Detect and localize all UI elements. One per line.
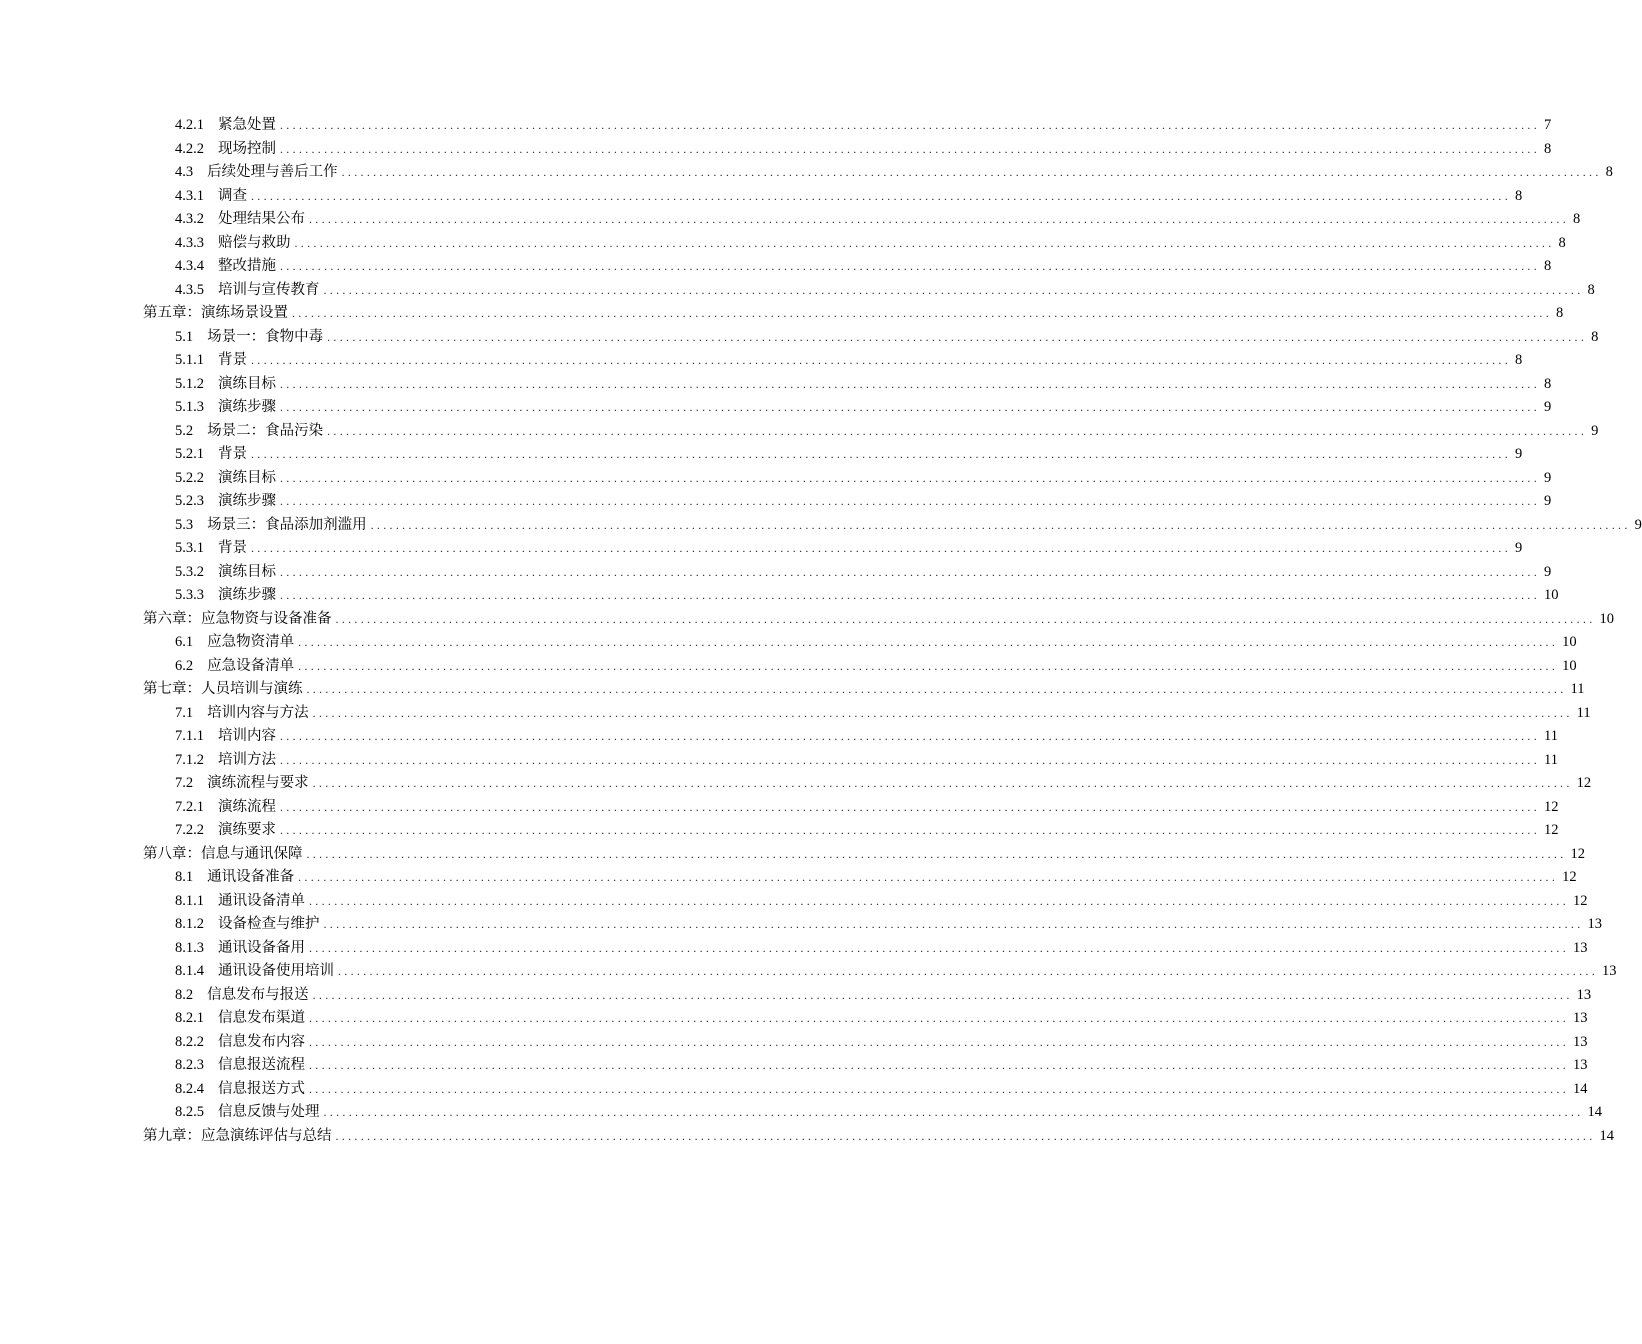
toc-dot-leader: ........................................................................................................................................................................................................ xyxy=(251,447,1511,461)
toc-page-number: 8 xyxy=(1587,281,1595,298)
toc-entry[interactable] xyxy=(0,302,1564,326)
toc-entry-title: 信息发布内容 xyxy=(218,1033,305,1050)
toc-page-number: 13 xyxy=(1573,1033,1588,1050)
toc-entry-title: 后续处理与善后工作 xyxy=(207,164,338,180)
toc-page-number: 9 xyxy=(1544,493,1552,509)
toc-entry-number: 7.2.2 xyxy=(175,822,204,838)
toc-entry[interactable] xyxy=(0,678,1585,702)
toc-entry-title: 第八章：信息与通讯保障 xyxy=(143,845,303,862)
toc-dot-leader: ........................................................................................................................................................................................................ xyxy=(251,188,1511,203)
toc-page-number: 8 xyxy=(1573,211,1581,227)
table-of-contents xyxy=(0,114,1642,1148)
toc-dot-leader: ........................................................................................................................................................................................................ xyxy=(251,353,1511,367)
toc-entry[interactable] xyxy=(0,467,1552,491)
toc-entry-number: 5.3.2 xyxy=(175,563,204,580)
toc-dot-leader: ........................................................................................................................................................................................................ xyxy=(280,729,1540,743)
toc-entry-number: 4.3 xyxy=(175,164,194,180)
toc-page-number: 12 xyxy=(1544,798,1559,815)
toc-dot-leader: ........................................................................................................................................................................................................ xyxy=(294,235,1555,250)
toc-entry[interactable] xyxy=(0,396,1552,420)
toc-entry[interactable] xyxy=(0,796,1559,820)
toc-page-number: 9 xyxy=(1591,422,1599,439)
toc-page-number: 11 xyxy=(1544,728,1558,744)
toc-entry[interactable] xyxy=(0,420,1599,444)
toc-page-number: 13 xyxy=(1602,963,1617,979)
toc-dot-leader: ........................................................................................................................................................................................................ xyxy=(309,893,1569,908)
toc-page-number: 14 xyxy=(1599,1127,1614,1144)
toc-page-number: 14 xyxy=(1573,1080,1588,1097)
toc-dot-leader: ........................................................................................................................................................................................................ xyxy=(251,541,1511,555)
toc-entry-number: 8.1.3 xyxy=(175,939,204,956)
toc-entry-number: 7.1 xyxy=(175,704,194,721)
toc-entry[interactable] xyxy=(0,138,1552,162)
toc-entry-number: 4.3.4 xyxy=(175,258,204,274)
toc-entry[interactable] xyxy=(0,960,1617,984)
toc-entry-title: 信息发布渠道 xyxy=(218,1010,305,1026)
toc-page-number: 10 xyxy=(1562,634,1577,650)
toc-page-number: 13 xyxy=(1576,986,1592,1003)
toc-dot-leader: ........................................................................................................................................................................................................ xyxy=(280,494,1540,508)
toc-entry[interactable] xyxy=(0,1078,1588,1102)
toc-entry-number: 4.3.3 xyxy=(175,234,204,251)
toc-dot-leader: ........................................................................................................................................................................................................ xyxy=(306,682,1567,696)
toc-page-number: 13 xyxy=(1573,1010,1588,1026)
toc-entry-number: 5.2.3 xyxy=(175,493,204,509)
toc-entry-number: 7.2.1 xyxy=(175,798,204,815)
toc-page-number: 8 xyxy=(1558,234,1566,251)
toc-page-number: 8 xyxy=(1515,187,1523,204)
toc-entry-title: 处理结果公布 xyxy=(218,211,305,227)
toc-entry-number: 4.3.5 xyxy=(175,281,204,298)
toc-entry-title: 调查 xyxy=(218,187,247,204)
toc-entry-title: 演练目标 xyxy=(218,375,276,392)
toc-entry-title: 背景 xyxy=(218,352,247,368)
toc-entry-title: 场景三：食品添加剂滥用 xyxy=(207,516,367,533)
toc-entry-number: 5.1.2 xyxy=(175,375,204,392)
toc-entry-title: 信息反馈与处理 xyxy=(218,1104,320,1120)
toc-entry-number: 8.1.4 xyxy=(175,963,204,979)
toc-entry-number: 5.3.3 xyxy=(175,587,204,603)
toc-entry-title: 培训内容与方法 xyxy=(207,704,309,721)
toc-entry-title: 通讯设备备用 xyxy=(218,939,305,956)
toc-entry-number: 7.1.1 xyxy=(175,728,204,744)
toc-entry[interactable] xyxy=(0,608,1614,632)
toc-page-number: 9 xyxy=(1544,563,1552,580)
toc-entry[interactable] xyxy=(0,1007,1588,1031)
toc-entry[interactable] xyxy=(0,114,1552,138)
toc-dot-leader: ........................................................................................................................................................................................................ xyxy=(312,776,1573,790)
toc-entry[interactable] xyxy=(0,819,1559,843)
toc-entry[interactable] xyxy=(0,1101,1602,1125)
toc-entry-number: 5.3 xyxy=(175,516,194,533)
toc-entry-title: 演练步骤 xyxy=(218,587,276,603)
toc-entry-title: 应急物资清单 xyxy=(207,634,295,650)
toc-entry-title: 赔偿与救助 xyxy=(218,234,291,251)
toc-page-number: 9 xyxy=(1544,399,1552,415)
toc-entry-title: 信息发布与报送 xyxy=(207,986,309,1003)
toc-page-number: 12 xyxy=(1544,822,1559,838)
toc-entry-title: 现场控制 xyxy=(218,140,276,157)
toc-page-number: 12 xyxy=(1576,775,1592,791)
toc-entry-title: 背景 xyxy=(218,540,247,556)
toc-entry[interactable] xyxy=(0,725,1558,749)
toc-entry[interactable] xyxy=(0,326,1599,350)
toc-dot-leader: ........................................................................................................................................................................................................ xyxy=(338,964,1598,978)
toc-entry-title: 信息报送流程 xyxy=(218,1057,305,1073)
toc-entry-number: 5.1 xyxy=(175,328,194,345)
toc-page-number: 8 xyxy=(1605,164,1613,180)
toc-entry[interactable] xyxy=(0,208,1581,232)
toc-entry[interactable] xyxy=(0,772,1592,796)
toc-entry-number: 8.2.1 xyxy=(175,1010,204,1026)
toc-entry[interactable] xyxy=(0,232,1566,256)
toc-dot-leader: ........................................................................................................................................................................................................ xyxy=(280,141,1540,156)
toc-page-number: 8 xyxy=(1591,328,1599,345)
toc-page-number: 8 xyxy=(1544,375,1552,392)
toc-entry-number: 4.3.1 xyxy=(175,187,204,204)
toc-entry[interactable] xyxy=(0,490,1552,514)
toc-entry-title: 演练目标 xyxy=(218,469,276,486)
toc-page-number: 13 xyxy=(1573,1057,1588,1073)
toc-dot-leader: ........................................................................................................................................................................................................ xyxy=(309,1011,1569,1025)
toc-entry[interactable] xyxy=(0,631,1577,655)
toc-entry-number: 8.2 xyxy=(175,986,194,1003)
toc-page-number: 8 xyxy=(1544,258,1552,274)
toc-entry-title: 演练流程 xyxy=(218,798,276,815)
toc-entry[interactable] xyxy=(0,373,1552,397)
toc-entry-title: 场景一：食物中毒 xyxy=(207,328,324,345)
toc-page-number: 8 xyxy=(1515,352,1523,368)
toc-entry[interactable] xyxy=(0,279,1595,303)
toc-entry[interactable] xyxy=(0,561,1552,585)
toc-entry-number: 8.1.2 xyxy=(175,916,204,932)
toc-dot-leader: ........................................................................................................................................................................................................ xyxy=(370,517,1631,532)
toc-entry[interactable] xyxy=(0,655,1577,679)
toc-entry-number: 5.3.1 xyxy=(175,540,204,556)
toc-dot-leader: ........................................................................................................................................................................................................ xyxy=(327,423,1588,438)
toc-dot-leader: ........................................................................................................................................................................................................ xyxy=(312,987,1573,1002)
toc-entry-number: 8.2.5 xyxy=(175,1104,204,1120)
toc-page-number: 11 xyxy=(1544,751,1558,768)
toc-entry[interactable] xyxy=(0,866,1577,890)
toc-entry-title: 演练目标 xyxy=(218,563,276,580)
toc-entry-title: 第七章：人员培训与演练 xyxy=(143,681,303,697)
toc-dot-leader: ........................................................................................................................................................................................................ xyxy=(280,823,1540,837)
toc-entry-title: 第五章：演练场景设置 xyxy=(143,305,288,321)
toc-entry-title: 演练流程与要求 xyxy=(207,775,309,791)
toc-entry-title: 演练步骤 xyxy=(218,493,276,509)
toc-dot-leader: ........................................................................................................................................................................................................ xyxy=(341,165,1602,179)
toc-page-number: 11 xyxy=(1570,681,1585,697)
toc-dot-leader: ........................................................................................................................................................................................................ xyxy=(280,259,1540,273)
toc-dot-leader: ........................................................................................................................................................................................................ xyxy=(280,400,1540,414)
toc-page-number: 9 xyxy=(1544,469,1552,486)
toc-entry-title: 背景 xyxy=(218,446,247,462)
toc-entry-number: 5.2 xyxy=(175,422,194,439)
toc-dot-leader: ........................................................................................................................................................................................................ xyxy=(309,1034,1569,1049)
toc-dot-leader: ........................................................................................................................................................................................................ xyxy=(280,376,1540,391)
toc-entry[interactable] xyxy=(0,1054,1588,1078)
toc-entry-title: 整改措施 xyxy=(218,258,276,274)
toc-entry-number: 5.2.1 xyxy=(175,446,204,462)
toc-entry[interactable] xyxy=(0,349,1523,373)
toc-dot-leader: ........................................................................................................................................................................................................ xyxy=(298,870,1559,884)
toc-page-number: 12 xyxy=(1570,845,1585,862)
toc-dot-leader: ........................................................................................................................................................................................................ xyxy=(280,588,1540,602)
toc-entry-title: 通讯设备准备 xyxy=(207,869,295,885)
toc-entry[interactable] xyxy=(0,913,1602,937)
toc-page-number: 11 xyxy=(1576,704,1591,721)
toc-entry-number: 6.1 xyxy=(175,634,194,650)
toc-dot-leader: ........................................................................................................................................................................................................ xyxy=(335,611,1596,626)
toc-page-number: 9 xyxy=(1515,540,1523,556)
toc-entry-number: 8.1.1 xyxy=(175,892,204,909)
toc-entry-title: 第九章：应急演练评估与总结 xyxy=(143,1127,332,1144)
toc-entry[interactable] xyxy=(0,514,1642,538)
toc-dot-leader: ........................................................................................................................................................................................................ xyxy=(280,564,1540,579)
toc-entry-title: 培训与宣传教育 xyxy=(218,281,320,298)
toc-entry-title: 通讯设备清单 xyxy=(218,892,305,909)
toc-entry-number: 4.3.2 xyxy=(175,211,204,227)
toc-dot-leader: ........................................................................................................................................................................................................ xyxy=(327,329,1588,344)
toc-dot-leader: ........................................................................................................................................................................................................ xyxy=(280,118,1540,132)
toc-entry-number: 8.1 xyxy=(175,869,194,885)
toc-entry-number: 4.2.1 xyxy=(175,117,204,133)
toc-dot-leader: ........................................................................................................................................................................................................ xyxy=(323,282,1584,297)
toc-entry[interactable] xyxy=(0,890,1588,914)
toc-entry-title: 通讯设备使用培训 xyxy=(218,963,334,979)
toc-dot-leader: ........................................................................................................................................................................................................ xyxy=(323,1105,1584,1119)
toc-entry[interactable] xyxy=(0,161,1613,185)
toc-page-number: 9 xyxy=(1634,516,1642,533)
toc-page-number: 14 xyxy=(1587,1104,1602,1120)
toc-dot-leader: ........................................................................................................................................................................................................ xyxy=(298,635,1559,649)
toc-entry-title: 信息报送方式 xyxy=(218,1080,305,1097)
toc-dot-leader: ........................................................................................................................................................................................................ xyxy=(335,1128,1596,1143)
toc-entry-title: 设备检查与维护 xyxy=(218,916,320,932)
toc-entry[interactable] xyxy=(0,185,1523,209)
toc-page-number: 10 xyxy=(1562,657,1577,674)
toc-page-number: 13 xyxy=(1587,916,1602,932)
toc-entry[interactable] xyxy=(0,443,1523,467)
toc-entry-title: 场景二：食品污染 xyxy=(207,422,324,439)
toc-entry[interactable] xyxy=(0,584,1559,608)
toc-page-number: 10 xyxy=(1544,587,1559,603)
toc-entry[interactable] xyxy=(0,1031,1588,1055)
toc-dot-leader: ........................................................................................................................................................................................................ xyxy=(280,752,1540,767)
toc-dot-leader: ........................................................................................................................................................................................................ xyxy=(292,306,1552,320)
toc-page-number: 8 xyxy=(1556,305,1564,321)
toc-page-number: 13 xyxy=(1573,939,1588,956)
toc-entry-title: 第六章：应急物资与设备准备 xyxy=(143,610,332,627)
toc-page-number: 9 xyxy=(1515,446,1523,462)
toc-entry-title: 培训内容 xyxy=(218,728,276,744)
toc-dot-leader: ........................................................................................................................................................................................................ xyxy=(309,212,1569,226)
toc-entry-number: 4.2.2 xyxy=(175,140,204,157)
toc-dot-leader: ........................................................................................................................................................................................................ xyxy=(312,705,1573,720)
toc-page-number: 12 xyxy=(1562,869,1577,885)
toc-entry-number: 6.2 xyxy=(175,657,194,674)
toc-page-number: 12 xyxy=(1573,892,1588,909)
toc-dot-leader: ........................................................................................................................................................................................................ xyxy=(306,846,1567,861)
toc-entry-number: 5.1.1 xyxy=(175,352,204,368)
toc-entry[interactable] xyxy=(0,1125,1614,1149)
toc-entry-number: 7.1.2 xyxy=(175,751,204,768)
toc-entry-title: 培训方法 xyxy=(218,751,276,768)
toc-entry[interactable] xyxy=(0,702,1591,726)
toc-entry-title: 应急设备清单 xyxy=(207,657,295,674)
toc-entry[interactable] xyxy=(0,843,1585,867)
toc-dot-leader: ........................................................................................................................................................................................................ xyxy=(298,658,1559,673)
toc-page-number: 10 xyxy=(1599,610,1614,627)
toc-page-number: 7 xyxy=(1544,117,1552,133)
toc-entry-title: 紧急处置 xyxy=(218,117,276,133)
toc-entry[interactable] xyxy=(0,537,1523,561)
toc-entry-number: 5.1.3 xyxy=(175,399,204,415)
toc-entry[interactable] xyxy=(0,984,1592,1008)
toc-entry-number: 7.2 xyxy=(175,775,194,791)
toc-entry-title: 演练要求 xyxy=(218,822,276,838)
toc-entry-number: 8.2.4 xyxy=(175,1080,204,1097)
toc-dot-leader: ........................................................................................................................................................................................................ xyxy=(309,940,1569,955)
toc-entry-number: 8.2.3 xyxy=(175,1057,204,1073)
toc-entry[interactable] xyxy=(0,749,1558,773)
toc-entry-number: 8.2.2 xyxy=(175,1033,204,1050)
toc-dot-leader: ........................................................................................................................................................................................................ xyxy=(280,799,1540,814)
toc-entry[interactable] xyxy=(0,937,1588,961)
toc-dot-leader: ........................................................................................................................................................................................................ xyxy=(309,1058,1569,1072)
toc-entry-title: 演练步骤 xyxy=(218,399,276,415)
toc-dot-leader: ........................................................................................................................................................................................................ xyxy=(309,1081,1569,1096)
toc-dot-leader: ........................................................................................................................................................................................................ xyxy=(323,917,1584,931)
toc-page-number: 8 xyxy=(1544,140,1552,157)
toc-entry-number: 5.2.2 xyxy=(175,469,204,486)
toc-dot-leader: ........................................................................................................................................................................................................ xyxy=(280,470,1540,485)
toc-entry[interactable] xyxy=(0,255,1552,279)
